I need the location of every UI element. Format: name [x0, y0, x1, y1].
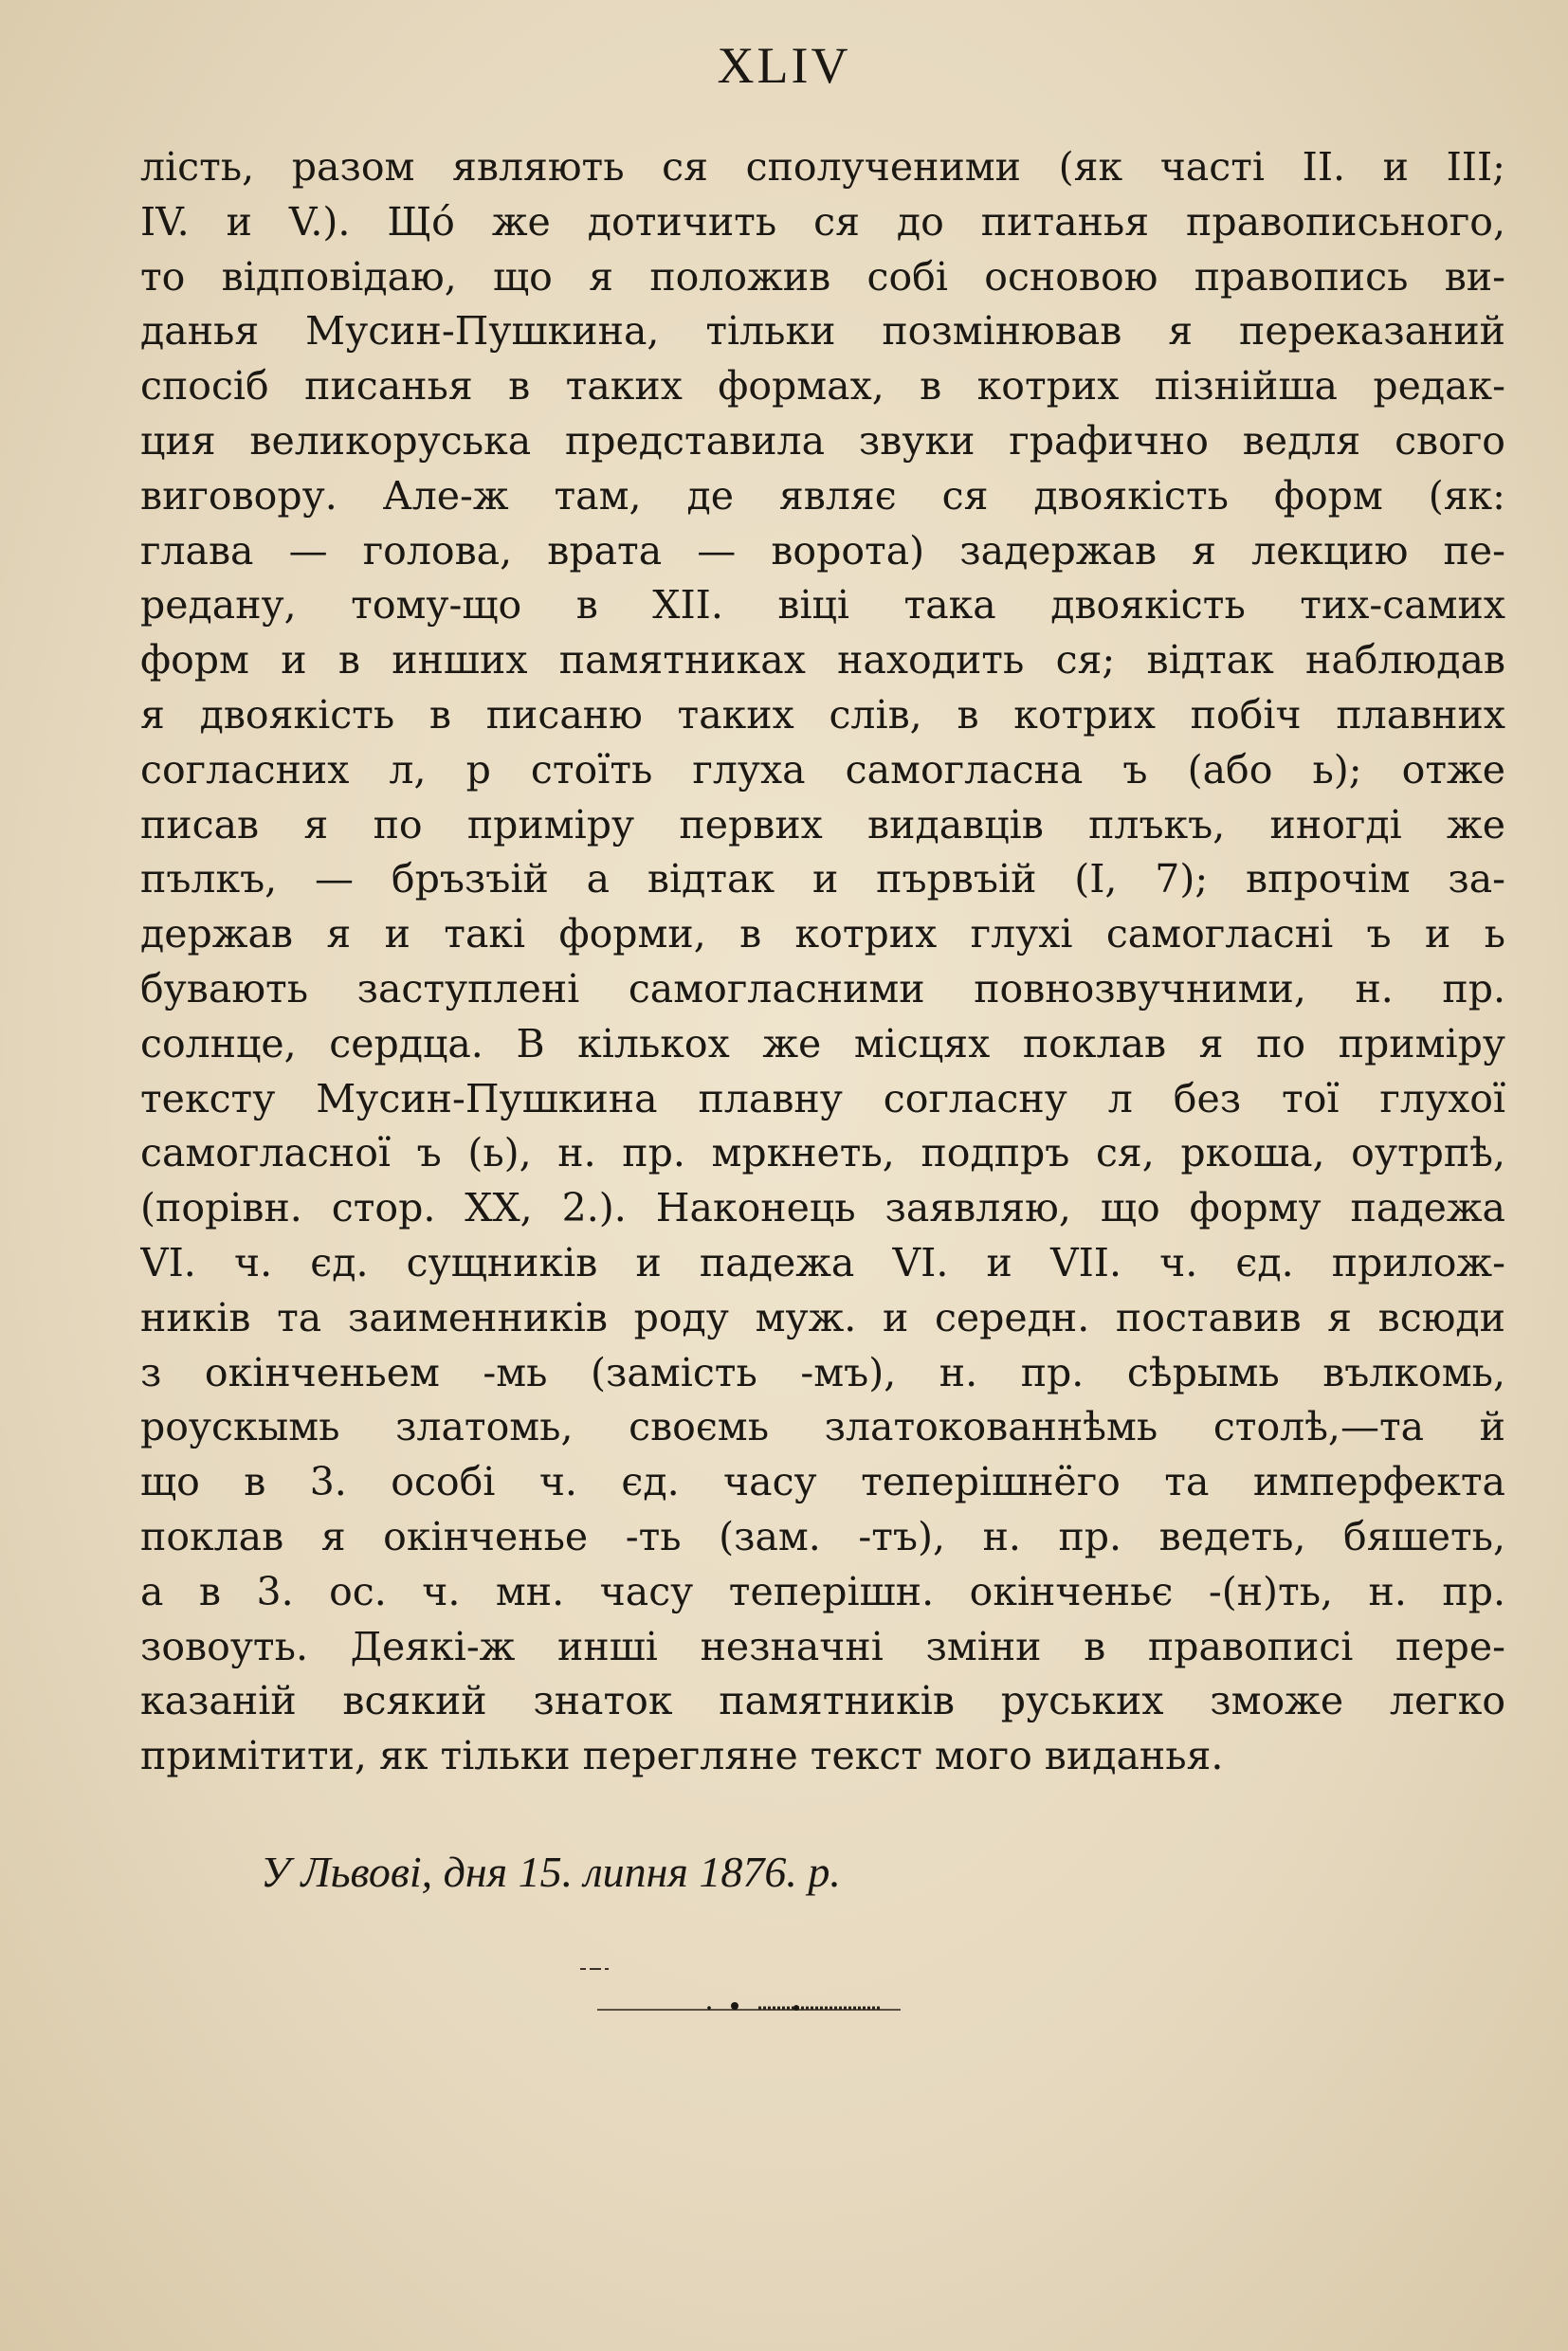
body-text: [140, 140, 1505, 1784]
text-line: зовоуть. Деякі-ж инші незначні зміни в правописі пере-: [140, 1623, 1505, 1669]
text-line: глава — голова, врата — ворота) задержав я лекцию пе-: [140, 527, 1505, 574]
text-line: тексту Мусин-Пушкина плавну согласну л без тої глухої: [140, 1075, 1505, 1121]
text-line: казаній всякий знаток памятників руських зможе легко: [140, 1678, 1505, 1724]
text-line: я двоякість в писаню таких слів, в котрих побіч плавних: [140, 691, 1505, 738]
text-line: солнце, сердца. В кількох же місцях поклав я по приміру: [140, 1020, 1505, 1066]
text-line: примітити, як тільки перегляне текст мого виданья.: [140, 1733, 1224, 1779]
text-line: VI. ч. єд. сущників и падежа VI. и VII. ч. єд. прилож-: [140, 1239, 1505, 1285]
text-line: (порівн. стор. XX, 2.). Наконець заявляю, що форму падежа: [140, 1185, 1505, 1231]
text-line: бувають заступлені самогласними повнозвучними, н. пр.: [140, 965, 1505, 1011]
text-line: IV. и V.). Щó же дотичить ся до питанья правописьного,: [140, 198, 1505, 245]
text-line: з окінченьем -мь (замість -мъ), н. пр. сѣрымь вълкомь,: [140, 1349, 1505, 1395]
place-date-signature: У Львові, дня 15. липня 1876. р.: [261, 1848, 841, 1896]
text-line: поклав я окінченье -ть (зам. -тъ), н. пр. ведеть, бяшеть,: [140, 1513, 1505, 1559]
text-line: самогласної ъ (ь), н. пр. мркнеть, подпръ ся, ркоша, оутрпѣ,: [140, 1130, 1505, 1176]
text-line: держав я и такі форми, в котрих глухі самогласні ъ и ь: [140, 911, 1505, 957]
text-line: роускымь златомь, своємь златокованнѣмь столѣ,—та й: [140, 1404, 1505, 1450]
text-line: данья Мусин-Пушкина, тільки позмінював я переказаний: [140, 308, 1505, 355]
text-line: що в 3. особі ч. єд. часу теперішнёго та имперфекта: [140, 1459, 1505, 1505]
page-number: XLIV: [717, 37, 851, 94]
text-line: виговору. Але-ж там, де являє ся двоякість форм (як:: [140, 472, 1505, 519]
text-line: спосіб писанья в таких формах, в котрих пізнійша редак-: [140, 363, 1505, 410]
end-ornament-divider: [597, 1989, 901, 2027]
text-line: ция великоруська представила звуки графично ведля свого: [140, 417, 1505, 464]
text-line: ників та заименників роду муж. и середн. поставив я всюди: [140, 1294, 1505, 1340]
text-line: то відповідаю, що я положив собі основою правопись ви-: [140, 253, 1505, 300]
text-line: писав я по приміру первих видавців плъкъ, иногді же: [140, 801, 1505, 847]
text-line: лість, разом являють ся сполученими (як часті II. и III;: [140, 144, 1505, 190]
text-line: а в 3. ос. ч. мн. часу теперішн. окінченьє -(н)ть, н. пр.: [140, 1568, 1505, 1614]
text-line: форм и в инших памятниках находить ся; відтак наблюдав: [140, 637, 1505, 683]
text-line: согласних л, р стоїть глуха самогласна ъ (або ь); отже: [140, 746, 1505, 793]
text-line: пълкъ, — бръзъій а відтак и първъій (I, 7); впрочім за-: [140, 856, 1505, 902]
text-line: редану, тому-що в XII. віці така двоякість тих-самих: [140, 582, 1505, 629]
ink-speck: [580, 1967, 620, 1971]
